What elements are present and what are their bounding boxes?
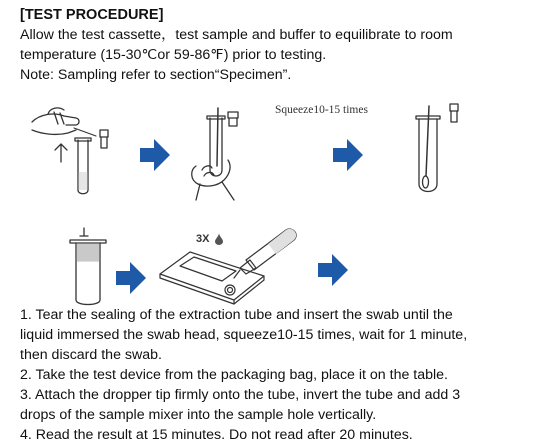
swab-in-tube-illustration (408, 104, 468, 199)
step-line-4: 2. Take the test device from the packaging bag, place it on the table. (20, 367, 448, 383)
step-line-3: then discard the swab. (20, 347, 162, 363)
dropper-tube-illustration (68, 226, 108, 306)
step-line-6: drops of the sample mixer into the sample hole vertically. (20, 407, 377, 423)
intro-line-1: Allow the test cassette，test sample and buffer to equilibrate to room (20, 27, 453, 43)
squeeze-label: Squeeze10-15 times (275, 104, 368, 116)
intro-line-2: temperature (15-30℃or 59-86℉) prior to testing. (20, 47, 327, 63)
tear-seal-illustration (28, 100, 128, 200)
step-line-1: 1. Tear the sealing of the extraction tube and insert the swab until the (20, 307, 453, 323)
step-arrow-4 (318, 254, 348, 286)
step-arrow-1 (140, 139, 170, 171)
step-line-5: 3. Attach the dropper tip firmly onto the tube, invert the tube and add 3 (20, 387, 461, 403)
add-drops-illustration (158, 216, 308, 306)
intro-line-3: Note: Sampling refer to section“Specimen”. (20, 67, 292, 83)
drop-count-label: 3X (196, 233, 210, 245)
step-arrow-3 (116, 262, 146, 294)
squeeze-illustration (188, 108, 258, 203)
step-line-7: 4. Read the result at 15 minutes. Do not read after 20 minutes. (20, 427, 413, 443)
section-heading: [TEST PROCEDURE] (20, 7, 164, 23)
step-line-2: liquid immersed the swab head, squeeze10-15 times, wait for 1 minute, (20, 327, 468, 343)
step-arrow-2 (333, 139, 363, 171)
